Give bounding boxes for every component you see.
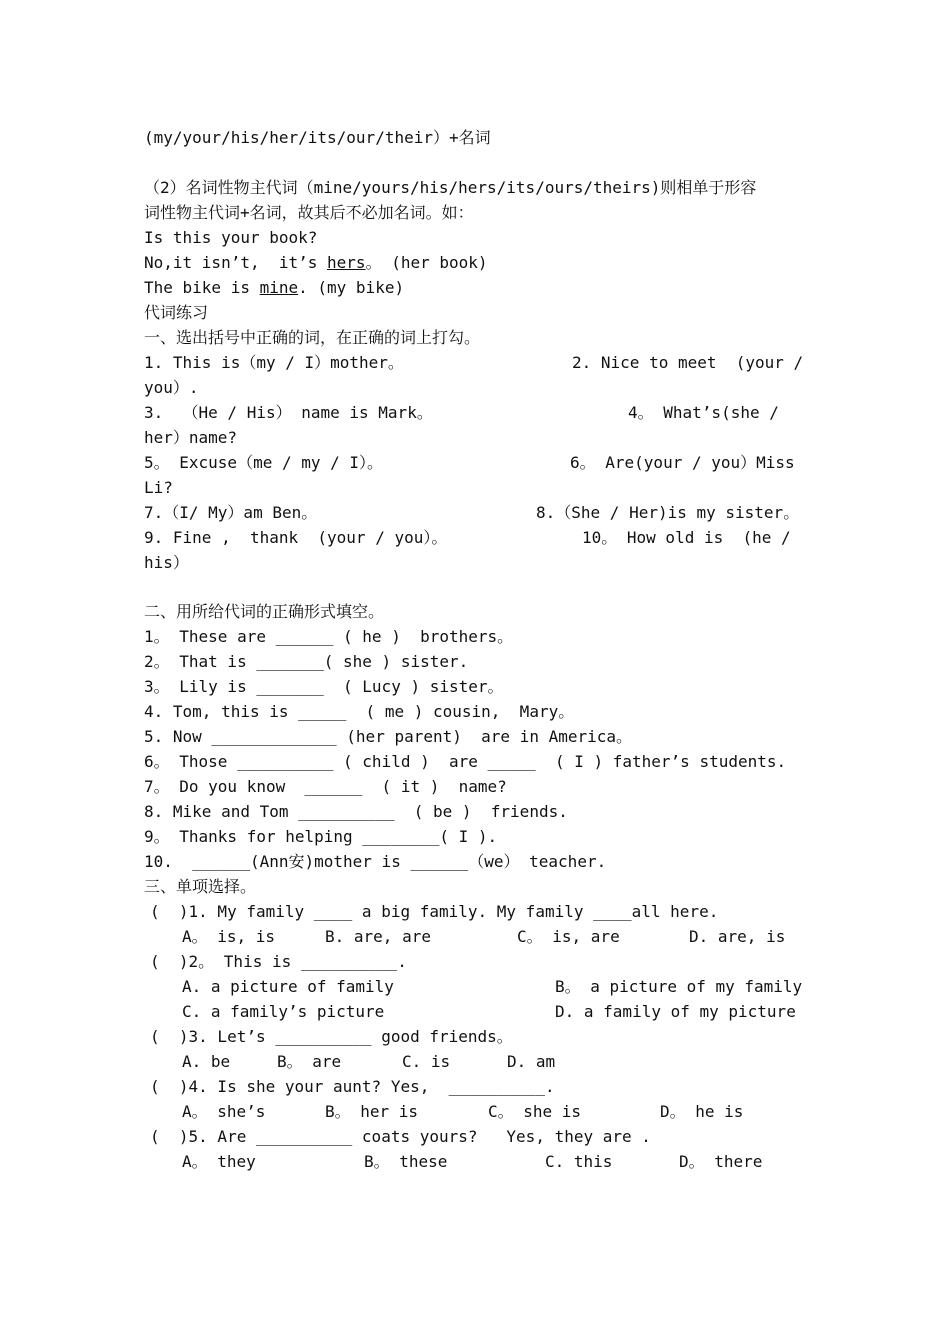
option: B。 are xyxy=(277,1052,342,1071)
option: A。 she’s xyxy=(182,1102,266,1121)
question: ( )3. Let’s __________ good friends。 xyxy=(150,1027,513,1046)
options-row xyxy=(182,1049,810,1074)
section-heading: 代词练习 xyxy=(144,303,209,322)
fill-blank-item: 1。 These are ______ ( he ) brothers。 xyxy=(144,627,514,646)
option: C。 is, are xyxy=(517,927,620,946)
option: B. are, are xyxy=(325,927,431,946)
fill-blank-item: 9。 Thanks for helping ________( I ). xyxy=(144,827,498,846)
section-title: 二、用所给代词的正确形式填空。 xyxy=(144,602,385,621)
exercise-continuation: his） xyxy=(144,553,189,572)
example-line: Is this your book? xyxy=(144,228,318,247)
question: ( )4. Is she your aunt? Yes, __________. xyxy=(150,1077,555,1096)
section-title: 三、单项选择。 xyxy=(144,877,257,896)
option: D. are, is xyxy=(689,927,786,946)
option: C. this xyxy=(545,1152,613,1171)
intro-line: (my/your/his/her/its/our/their）+名词 xyxy=(144,128,491,147)
example-text: 。 (her book) xyxy=(365,253,488,272)
option: D. am xyxy=(507,1052,556,1071)
option: C. is xyxy=(402,1052,451,1071)
exercise-item: 8.（She / Her)is my sister。 xyxy=(536,503,800,522)
example-text: . (my bike) xyxy=(298,278,405,297)
fill-blank-item: 2。 That is _______( she ) sister. xyxy=(144,652,469,671)
exercise-continuation: her）name? xyxy=(144,428,238,447)
question: ( )5. Are __________ coats yours? Yes, they are . xyxy=(150,1127,651,1146)
exercise-item: 5。 Excuse（me / my / I）。 xyxy=(144,453,384,472)
intro-line: 词性物主代词+名词，故其后不必加名词。如： xyxy=(144,203,474,222)
exercise-row xyxy=(144,400,810,425)
fill-blank-item: 8. Mike and Tom __________ ( be ) friends. xyxy=(144,802,568,821)
fill-blank-item: 5. Now _____________ (her parent) are in America。 xyxy=(144,727,633,746)
exercise-item: 9. Fine , thank (your / you）。 xyxy=(144,528,448,547)
options-row xyxy=(182,1149,810,1174)
options-row xyxy=(182,924,810,949)
exercise-continuation: you）. xyxy=(144,378,199,397)
question: ( )1. My family ____ a big family. My family ____all here. xyxy=(150,902,719,921)
exercise-item: 10。 How old is (he / xyxy=(582,528,791,547)
exercise-item: 3. （He / His） name is Mark。 xyxy=(144,403,433,422)
exercise-item: 7.（I/ My）am Ben。 xyxy=(144,503,318,522)
question: ( )2。 This is __________. xyxy=(150,952,407,971)
example-text: No,it isn’t, it’s xyxy=(144,253,328,272)
section-title: 一、选出括号中正确的词，在正确的词上打勾。 xyxy=(144,328,481,347)
underlined-word: hers xyxy=(327,253,366,272)
exercise-row xyxy=(144,450,810,475)
options-row xyxy=(182,974,810,999)
fill-blank-item: 4. Tom, this is _____ ( me ) cousin, Mary。 xyxy=(144,702,575,721)
exercise-row xyxy=(144,500,810,525)
option: B。 a picture of my family xyxy=(555,977,803,996)
exercise-continuation: Li? xyxy=(144,478,173,497)
fill-blank-item: 7。 Do you know ______ ( it ) name? xyxy=(144,777,507,796)
fill-blank-item: 3。 Lily is _______ ( Lucy ) sister。 xyxy=(144,677,504,696)
example-line xyxy=(144,275,810,300)
exercise-item: 1. This is（my / I）mother。 xyxy=(144,353,404,372)
option: B。 her is xyxy=(325,1102,419,1121)
exercise-item: 2. Nice to meet (your / xyxy=(572,353,804,372)
options-row xyxy=(182,999,810,1024)
fill-blank-item: 10. ______(Ann安)mother is ______（we） teacher. xyxy=(144,852,607,871)
option: C。 she is xyxy=(488,1102,582,1121)
option: D. a family of my picture xyxy=(555,1002,796,1021)
example-text: The bike is xyxy=(144,278,260,297)
option: A。 they xyxy=(182,1152,256,1171)
example-line xyxy=(144,250,810,275)
exercise-item: 4。 What’s(she / xyxy=(628,403,779,422)
exercise-row xyxy=(144,350,810,375)
exercise-item: 6。 Are(your / you）Miss xyxy=(570,453,795,472)
intro-line: （2）名词性物主代词（mine/yours/his/hers/its/ours/theirs)则相单于形容 xyxy=(144,178,757,197)
exercise-row xyxy=(144,525,810,550)
option: A. a picture of family xyxy=(182,977,394,996)
option: A. be xyxy=(182,1052,231,1071)
option: D。 he is xyxy=(660,1102,744,1121)
option: C. a family’s picture xyxy=(182,1002,385,1021)
underlined-word: mine xyxy=(259,278,299,297)
option: B。 these xyxy=(364,1152,448,1171)
option: A。 is, is xyxy=(182,927,276,946)
fill-blank-item: 6。 Those __________ ( child ) are _____ ( I ) father’s students. xyxy=(144,752,787,771)
option: D。 there xyxy=(679,1152,763,1171)
options-row xyxy=(182,1099,810,1124)
